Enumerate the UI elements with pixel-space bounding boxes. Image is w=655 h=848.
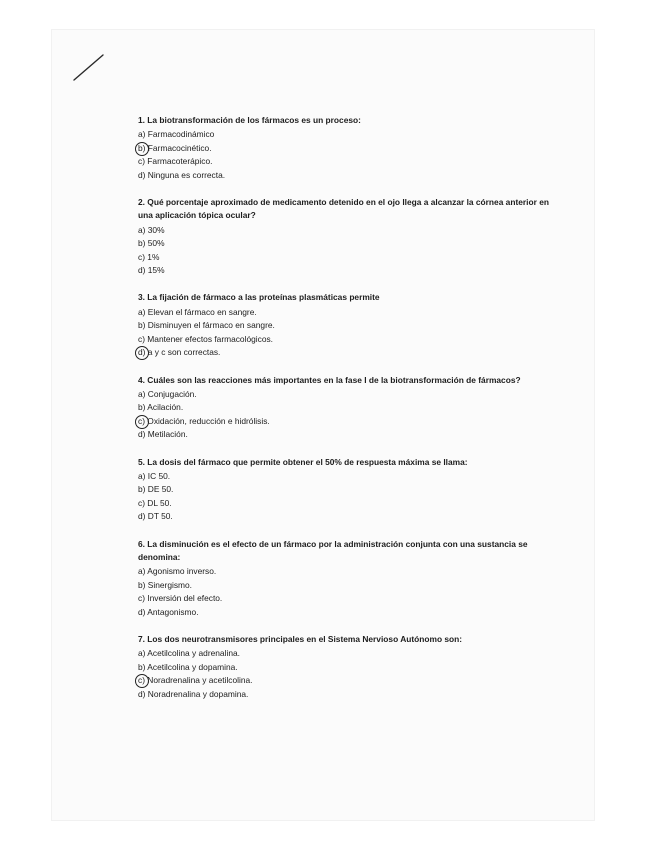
pen-stroke-mark [72, 52, 106, 82]
option-c: c) Noradrenalina y acetilcolina. [138, 674, 558, 687]
option-b: b) Farmacocinético. [138, 142, 558, 155]
option-a: a) Agonismo inverso. [138, 566, 217, 577]
option-c: c) Inversión del efecto. [138, 593, 223, 604]
option-d: d) Metilación. [138, 429, 188, 440]
circled-answer-mark [135, 674, 149, 688]
question-stem: 4. Cuáles son las reacciones más importantes en la fase I de la biotransformación de fármacos? [138, 374, 521, 385]
exam-questions [138, 114, 558, 715]
option-d: d) DT 50. [138, 511, 173, 522]
question-stem: 6. La disminución es el efecto de un fármaco por la administración conjunta con una sustancia se denomina: [138, 538, 528, 562]
question-4 [138, 374, 558, 442]
option-d: d) 15% [138, 265, 165, 276]
question-6 [138, 538, 558, 619]
circled-answer-mark [135, 142, 149, 156]
question-stem: 5. La dosis del fármaco que permite obtener el 50% de respuesta máxima se llama: [138, 456, 468, 467]
option-b: b) DE 50. [138, 484, 174, 495]
option-d: d) Antagonismo. [138, 606, 199, 617]
circled-answer-mark [135, 346, 149, 360]
question-1 [138, 114, 558, 182]
option-c: c) DL 50. [138, 497, 172, 508]
option-b: b) Acilación. [138, 402, 184, 413]
option-a: a) Acetilcolina y adrenalina. [138, 648, 240, 659]
option-a: a) Farmacodinámico [138, 129, 215, 140]
question-stem: 3. La fijación de fármaco a las proteínas plasmáticas permite [138, 292, 380, 303]
question-stem: 7. Los dos neurotransmisores principales en el Sistema Nervioso Autónomo son: [138, 634, 463, 644]
circled-answer-mark [135, 415, 149, 429]
option-c: c) Oxidación, reducción e hidrólisis. [138, 415, 558, 428]
option-a: a) IC 50. [138, 470, 171, 481]
option-d: d) Noradrenalina y dopamina. [138, 688, 249, 699]
question-3 [138, 291, 558, 359]
option-d: d) a y c son correctas. [138, 346, 558, 359]
option-b: b) Disminuyen el fármaco en sangre. [138, 320, 275, 331]
option-c: c) Farmacoterápico. [138, 156, 213, 167]
question-5 [138, 456, 558, 524]
option-c: c) Mantener efectos farmacológicos. [138, 333, 273, 344]
option-a: a) Elevan el fármaco en sangre. [138, 306, 257, 317]
question-stem: 2. Qué porcentaje aproximado de medicamento detenido en el ojo llega a alcanzar la córnea anterior en una aplicación tópica ocular? [138, 197, 549, 221]
option-d: d) Ninguna es correcta. [138, 169, 226, 180]
option-b: b) Acetilcolina y dopamina. [138, 661, 238, 672]
question-stem: 1. La biotransformación de los fármacos es un proceso: [138, 115, 361, 125]
option-a: a) Conjugación. [138, 388, 197, 399]
option-c: c) 1% [138, 251, 160, 262]
option-a: a) 30% [138, 224, 165, 235]
option-b: b) 50% [138, 238, 165, 249]
question-7 [138, 633, 558, 701]
option-b: b) Sinergismo. [138, 579, 192, 590]
question-2 [138, 196, 558, 277]
